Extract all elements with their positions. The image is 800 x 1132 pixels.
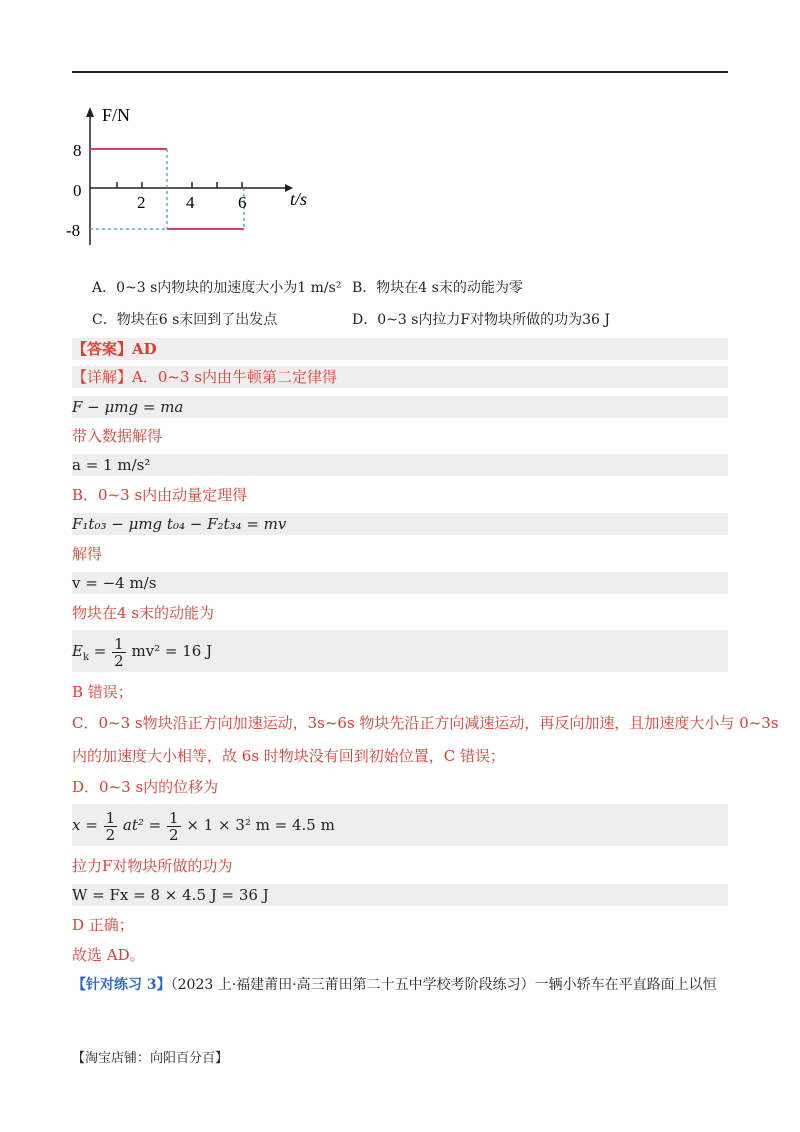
eq5-den: 2 [114,651,124,670]
eq6-rhs: × 1 × 3² m = 4.5 m [186,816,335,834]
equation-6 [72,804,728,846]
y-axis-arrow-icon [86,107,94,117]
substitute-text: 带入数据解得 [72,427,163,445]
kinetic-intro: 物块在4 s末的动能为 [72,604,215,622]
practice-tag: 【针对练习 3】 [72,977,171,993]
equation-3: F₁t₀₃ − μmg t₀₄ − F₂t₃₄ = mv [72,513,728,535]
eq5-sub: k [82,652,90,663]
detail-c-line2: 内的加速度大小相等，故 6s 时物块没有回到初始位置，C 错误； [72,747,506,765]
force-time-graph [60,95,320,245]
eq5-fraction [112,636,126,669]
x-tick-label: 2 [137,193,146,212]
d-right: D 正确； [72,916,134,934]
eq6-num: 1 [105,808,116,827]
eq5-num: 1 [114,634,124,653]
option-a: A．0~3 s内物块的加速度大小为1 m/s² [92,280,342,296]
y-tick-label: -8 [66,221,81,240]
eq6-den: 2 [105,825,116,844]
y-axis-label: F/N [102,105,131,125]
x-tick-label: 4 [186,193,195,212]
detail-a: 【详解】A．0~3 s内由牛顿第二定律得 [72,366,728,388]
option-d: D．0~3 s内拉力F对物块所做的功为36 J [352,312,610,328]
option-b: B．物块在4 s末的动能为零 [352,280,523,296]
b-wrong: B 错误； [72,683,133,701]
option-c: C．物块在6 s末回到了出发点 [92,312,278,328]
equation-4: v = −4 m/s [72,572,728,594]
equation-7: W = Fx = 8 × 4.5 J = 36 J [72,884,728,906]
x-tick-label: 6 [238,193,247,212]
footer-shop: 【淘宝店铺：向阳百分百】 [72,1051,229,1066]
eq6-mid: at² = [122,816,162,834]
eq6-num2: 1 [169,808,179,827]
eq6-fraction1 [104,810,118,843]
answer-line: 【答案】AD [72,338,728,360]
equation-2: a = 1 m/s² [72,454,728,476]
practice-text: （2023 上·福建莆田·高三莆田第二十五中学校考阶段练习）一辆小轿车在平直路面上以恒 [170,977,717,993]
detail-b: B．0~3 s内由动量定理得 [72,486,248,504]
header-rule [72,71,728,73]
solve-text: 解得 [72,545,103,563]
eq5-rhs: mv² = 16 J [131,642,213,660]
y-tick-label: 8 [73,141,82,160]
equation-1: F − μmg = ma [72,396,728,418]
eq6-den2: 2 [169,825,179,844]
x-axis-label: t/s [290,189,308,209]
y-tick-label: 0 [73,181,82,200]
equation-5: $E_k$ = $\frac{1}{2}$ mv² = 16 J [72,630,728,672]
detail-c-line1: C．0~3 s物块沿正方向加速运动，3s~6s 物块先沿正方向减速运动，再反向加速，且加速度大小与 0~3s [72,714,779,732]
choose-line: 故选 AD。 [72,946,145,964]
eq5-lhs: E [72,642,83,660]
work-intro: 拉力F对物块所做的功为 [72,857,233,875]
detail-d: D．0~3 s内的位移为 [72,778,219,796]
practice-line [72,974,728,996]
eq6-x: x = [72,816,98,834]
eq6-fraction2 [167,810,181,843]
